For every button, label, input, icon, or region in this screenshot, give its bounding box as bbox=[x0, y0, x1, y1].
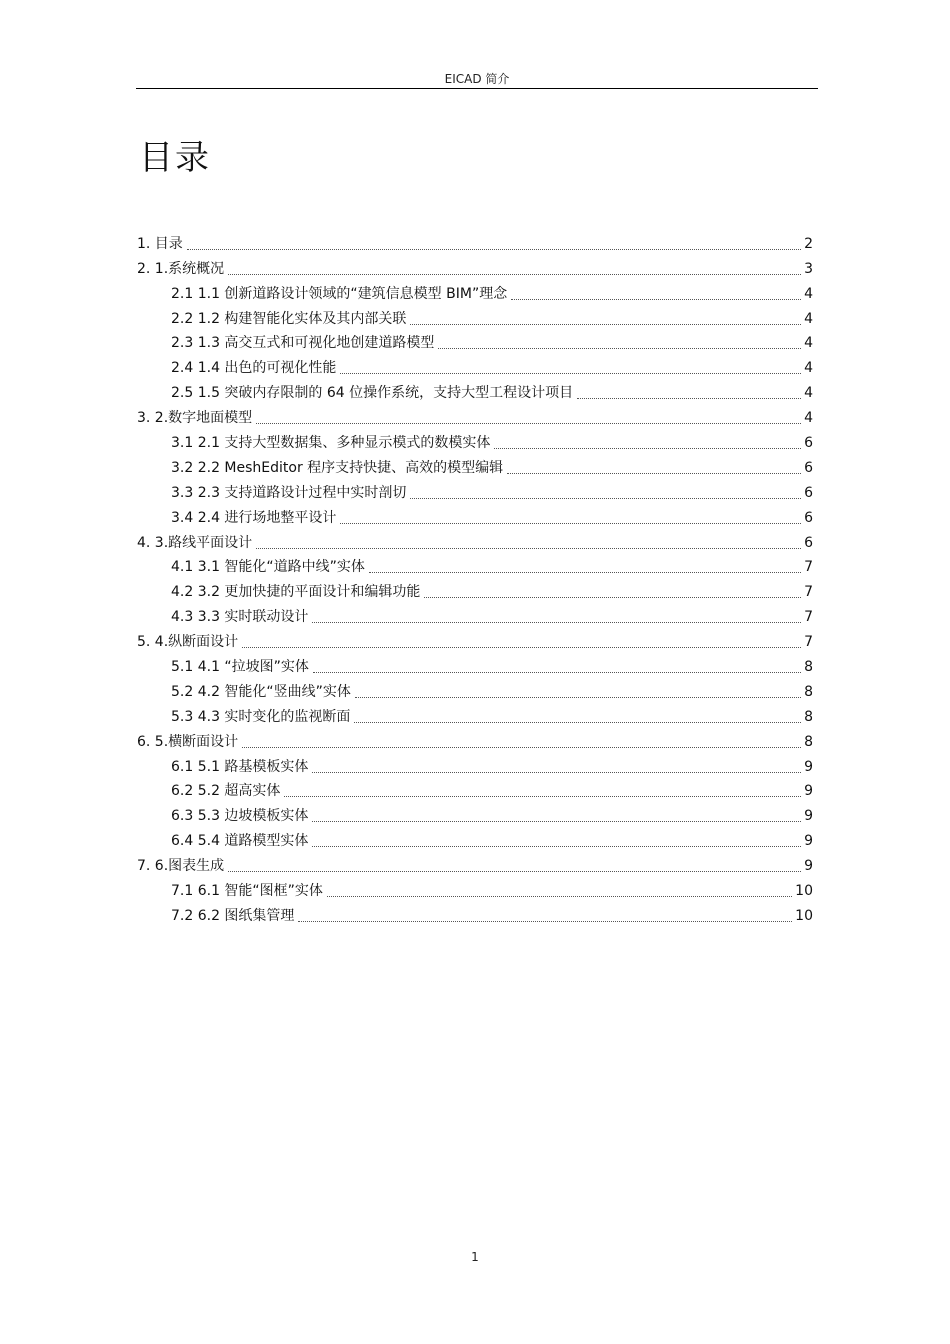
toc-entry-page: 8 bbox=[804, 683, 813, 700]
toc-entry-page: 4 bbox=[804, 360, 813, 377]
toc-entry-text: 2.3 1.3 高交互式和可视化地创建道路模型 bbox=[171, 335, 435, 352]
toc-entry[interactable] bbox=[137, 377, 813, 402]
toc-entry[interactable] bbox=[137, 452, 813, 477]
toc-entry[interactable] bbox=[137, 278, 813, 303]
header-rule bbox=[136, 88, 818, 89]
toc-entry-page: 4 bbox=[804, 385, 813, 402]
toc-entry-page: 6 bbox=[804, 484, 813, 501]
toc-entry-text: 5. 4.纵断面设计 bbox=[137, 634, 239, 651]
toc-entry-text: 6.4 5.4 道路模型实体 bbox=[171, 833, 309, 850]
toc-entry[interactable] bbox=[137, 477, 813, 502]
toc-entry-text: 3.1 2.1 支持大型数据集、多种显示模式的数模实体 bbox=[171, 435, 491, 452]
toc-entry[interactable] bbox=[137, 825, 813, 850]
toc-entry[interactable] bbox=[137, 303, 813, 328]
toc-entry-page: 8 bbox=[804, 708, 813, 725]
toc-entry[interactable] bbox=[137, 701, 813, 726]
toc-entry[interactable] bbox=[137, 502, 813, 527]
toc-dot-leader bbox=[369, 562, 801, 573]
toc-dot-leader bbox=[424, 587, 801, 598]
toc-entry[interactable] bbox=[137, 800, 813, 825]
toc-entry-page: 9 bbox=[804, 858, 813, 875]
toc-entry-page: 4 bbox=[804, 285, 813, 302]
toc-dot-leader bbox=[187, 239, 801, 250]
toc-entry-text: 6. 5.横断面设计 bbox=[137, 733, 239, 750]
toc-entry-page: 3 bbox=[804, 260, 813, 277]
toc-entry-text: 2.5 1.5 突破内存限制的 64 位操作系统，支持大型工程设计项目 bbox=[171, 385, 574, 402]
toc-entry-text: 2.1 1.1 创新道路设计领域的“建筑信息模型 BIM”理念 bbox=[171, 285, 508, 302]
toc-entry[interactable] bbox=[137, 253, 813, 278]
toc-entry-page: 6 bbox=[804, 509, 813, 526]
toc-dot-leader bbox=[577, 388, 801, 399]
toc-entry-text: 3.3 2.3 支持道路设计过程中实时剖切 bbox=[171, 484, 407, 501]
toc-dot-leader bbox=[312, 762, 801, 773]
toc-entry-page: 8 bbox=[804, 659, 813, 676]
toc-dot-leader bbox=[312, 612, 801, 623]
toc-dot-leader bbox=[313, 662, 801, 673]
toc-entry-text: 3. 2.数字地面模型 bbox=[137, 410, 253, 427]
toc-entry[interactable] bbox=[137, 352, 813, 377]
toc-dot-leader bbox=[312, 836, 801, 847]
toc-entry-page: 9 bbox=[804, 758, 813, 775]
toc-dot-leader bbox=[256, 538, 801, 549]
toc-dot-leader bbox=[494, 438, 801, 449]
toc-entry-page: 7 bbox=[804, 559, 813, 576]
toc-entry-text: 3.4 2.4 进行场地整平设计 bbox=[171, 509, 337, 526]
table-of-contents bbox=[137, 228, 813, 925]
toc-entry-page: 6 bbox=[804, 435, 813, 452]
toc-entry-text: 3.2 2.2 MeshEditor 程序支持快捷、高效的模型编辑 bbox=[171, 459, 504, 476]
toc-entry-text: 7. 6.图表生成 bbox=[137, 858, 225, 875]
toc-entry-text: 2.4 1.4 出色的可视化性能 bbox=[171, 360, 337, 377]
toc-entry-page: 9 bbox=[804, 808, 813, 825]
toc-entry[interactable] bbox=[137, 328, 813, 353]
toc-dot-leader bbox=[340, 513, 801, 524]
toc-entry-text: 6.1 5.1 路基模板实体 bbox=[171, 758, 309, 775]
toc-entry-page: 4 bbox=[804, 310, 813, 327]
toc-dot-leader bbox=[312, 811, 801, 822]
toc-entry-page: 7 bbox=[804, 634, 813, 651]
toc-entry[interactable] bbox=[137, 552, 813, 577]
toc-dot-leader bbox=[410, 488, 801, 499]
toc-dot-leader bbox=[228, 264, 801, 275]
toc-dot-leader bbox=[410, 314, 801, 325]
toc-dot-leader bbox=[256, 413, 801, 424]
toc-entry[interactable] bbox=[137, 676, 813, 701]
toc-entry[interactable] bbox=[137, 427, 813, 452]
toc-entry-text: 4.2 3.2 更加快捷的平面设计和编辑功能 bbox=[171, 584, 421, 601]
toc-entry-page: 10 bbox=[795, 907, 813, 924]
toc-entry[interactable] bbox=[137, 626, 813, 651]
toc-dot-leader bbox=[242, 637, 801, 648]
toc-entry-text: 2.2 1.2 构建智能化实体及其内部关联 bbox=[171, 310, 407, 327]
toc-entry-page: 7 bbox=[804, 584, 813, 601]
toc-entry-text: 7.2 6.2 图纸集管理 bbox=[171, 907, 295, 924]
toc-entry-text: 7.1 6.1 智能“图框”实体 bbox=[171, 883, 323, 900]
toc-entry-text: 1. 目录 bbox=[137, 235, 183, 252]
toc-entry[interactable] bbox=[137, 726, 813, 751]
toc-entry[interactable] bbox=[137, 850, 813, 875]
toc-entry-page: 7 bbox=[804, 609, 813, 626]
toc-entry-page: 10 bbox=[795, 883, 813, 900]
toc-dot-leader bbox=[298, 911, 792, 922]
toc-dot-leader bbox=[511, 289, 801, 300]
page-header: EICAD 简介 bbox=[444, 72, 510, 86]
toc-entry-page: 9 bbox=[804, 833, 813, 850]
toc-dot-leader bbox=[327, 886, 792, 897]
toc-entry-page: 6 bbox=[804, 459, 813, 476]
toc-entry[interactable] bbox=[137, 576, 813, 601]
toc-dot-leader bbox=[507, 463, 801, 474]
toc-entry[interactable] bbox=[137, 751, 813, 776]
toc-entry[interactable] bbox=[137, 228, 813, 253]
toc-entry-page: 8 bbox=[804, 733, 813, 750]
toc-entry-text: 6.2 5.2 超高实体 bbox=[171, 783, 281, 800]
toc-dot-leader bbox=[284, 786, 801, 797]
toc-entry-page: 4 bbox=[804, 335, 813, 352]
toc-entry[interactable] bbox=[137, 601, 813, 626]
toc-entry[interactable] bbox=[137, 776, 813, 801]
toc-entry-page: 6 bbox=[804, 534, 813, 551]
toc-entry-text: 2. 1.系统概况 bbox=[137, 260, 225, 277]
toc-entry[interactable] bbox=[137, 875, 813, 900]
toc-entry-text: 6.3 5.3 边坡模板实体 bbox=[171, 808, 309, 825]
toc-entry-text: 4.1 3.1 智能化“道路中线”实体 bbox=[171, 559, 365, 576]
toc-entry[interactable] bbox=[137, 402, 813, 427]
toc-entry-text: 4.3 3.3 实时联动设计 bbox=[171, 609, 309, 626]
toc-entry-page: 4 bbox=[804, 410, 813, 427]
toc-entry-text: 4. 3.路线平面设计 bbox=[137, 534, 253, 551]
toc-dot-leader bbox=[355, 687, 801, 698]
toc-dot-leader bbox=[228, 861, 801, 872]
toc-entry[interactable] bbox=[137, 900, 813, 925]
toc-dot-leader bbox=[438, 338, 801, 349]
toc-entry[interactable] bbox=[137, 651, 813, 676]
toc-entry[interactable] bbox=[137, 527, 813, 552]
toc-entry-text: 5.2 4.2 智能化“竖曲线”实体 bbox=[171, 683, 351, 700]
toc-entry-text: 5.3 4.3 实时变化的监视断面 bbox=[171, 708, 351, 725]
toc-dot-leader bbox=[340, 363, 801, 374]
toc-dot-leader bbox=[354, 712, 801, 723]
page-number: 1 bbox=[471, 1250, 479, 1264]
toc-entry-page: 2 bbox=[804, 235, 813, 252]
toc-entry-page: 9 bbox=[804, 783, 813, 800]
page-title: 目录 bbox=[139, 138, 211, 178]
toc-entry-text: 5.1 4.1 “拉坡图”实体 bbox=[171, 659, 309, 676]
toc-dot-leader bbox=[242, 737, 801, 748]
